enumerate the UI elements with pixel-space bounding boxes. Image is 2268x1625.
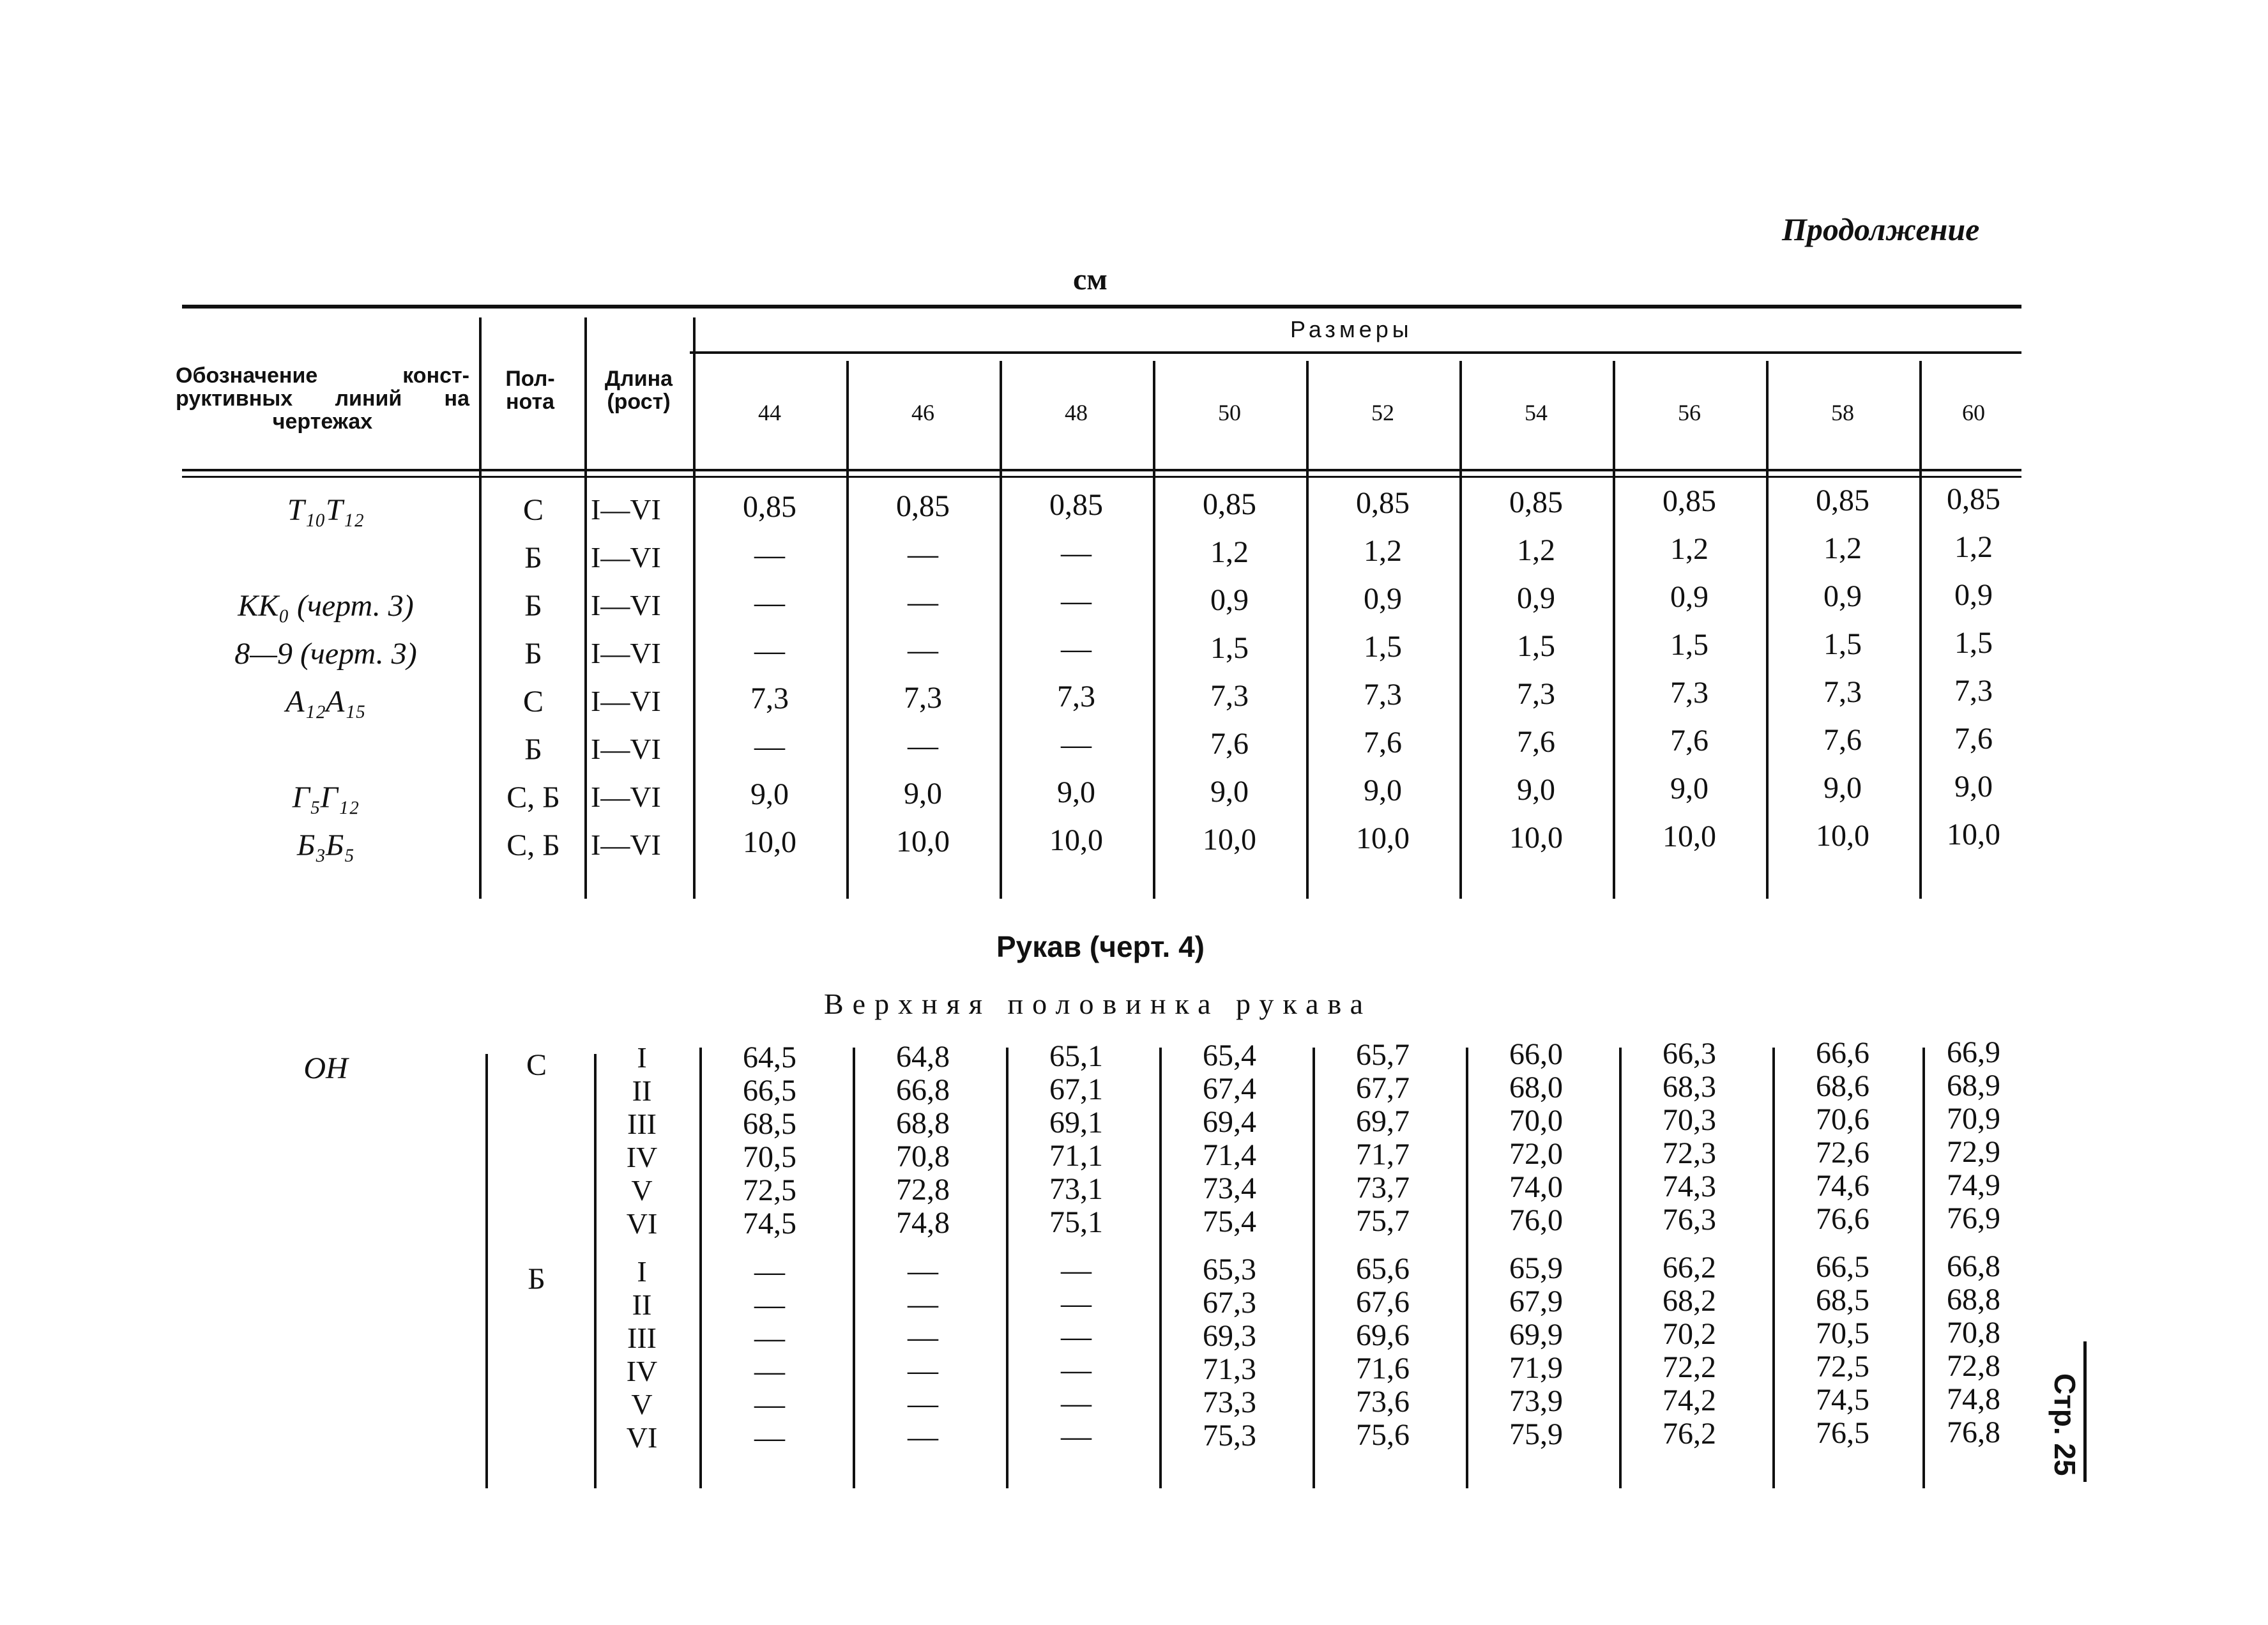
sleeve-value: 74,8 bbox=[896, 1206, 950, 1240]
size-label: 44 bbox=[758, 400, 781, 425]
column-divider bbox=[693, 317, 696, 899]
row-value: — bbox=[1061, 584, 1092, 618]
sleeve-value: 67,9 bbox=[1509, 1285, 1563, 1318]
sleeve-value: 68,8 bbox=[1947, 1283, 2000, 1316]
row-value: 7,6 bbox=[1954, 722, 1993, 756]
sleeve-value: 70,0 bbox=[1509, 1104, 1563, 1138]
sleeve-value: 73,4 bbox=[1203, 1171, 1256, 1205]
row-value: — bbox=[1061, 728, 1092, 761]
sleeve-value: 66,5 bbox=[1816, 1250, 1869, 1284]
row-designation: A₁₂A₁₅ bbox=[285, 685, 366, 719]
row-designation: Б₃Б₅ bbox=[297, 828, 354, 862]
row-value: 0,9 bbox=[1823, 579, 1862, 613]
sleeve-value: — bbox=[754, 1387, 785, 1421]
sleeve-value: 73,1 bbox=[1049, 1172, 1103, 1206]
column-divider bbox=[1306, 361, 1309, 899]
sleeve-fullness: Б bbox=[528, 1262, 545, 1296]
sleeve-value: — bbox=[908, 1420, 938, 1454]
sleeve-value: 73,3 bbox=[1203, 1385, 1256, 1419]
row-fullness: Б bbox=[524, 733, 542, 767]
row-value: — bbox=[754, 634, 785, 668]
column-divider bbox=[1159, 1048, 1162, 1488]
row-value: — bbox=[908, 584, 938, 619]
column-divider bbox=[1006, 1048, 1008, 1488]
sleeve-value: 72,0 bbox=[1509, 1137, 1563, 1171]
sleeve-value: 69,1 bbox=[1049, 1106, 1103, 1140]
sleeve-value: 72,3 bbox=[1663, 1136, 1716, 1170]
sleeve-value: 67,6 bbox=[1356, 1285, 1410, 1319]
length-header-line: (рост) bbox=[607, 390, 671, 414]
row-length: I—VI bbox=[591, 781, 661, 813]
sleeve-value: 70,6 bbox=[1816, 1102, 1869, 1136]
row-value: — bbox=[754, 729, 785, 763]
row-value: 0,85 bbox=[1947, 482, 2000, 516]
row-fullness: Б bbox=[524, 637, 542, 671]
sleeve-value: 69,9 bbox=[1509, 1318, 1563, 1352]
row-value: 0,85 bbox=[896, 489, 950, 523]
row-value: 7,6 bbox=[1364, 726, 1402, 759]
row-value: 10,0 bbox=[1509, 820, 1563, 855]
row-value: 0,85 bbox=[1203, 487, 1256, 521]
row-value: 7,3 bbox=[750, 682, 789, 715]
sleeve-value: 72,5 bbox=[1816, 1350, 1869, 1384]
row-value: 1,2 bbox=[1210, 535, 1249, 569]
sleeve-value: 67,4 bbox=[1203, 1072, 1256, 1106]
row-value: 10,0 bbox=[1663, 820, 1716, 853]
sleeve-value: 65,9 bbox=[1509, 1251, 1563, 1285]
sleeve-length: VI bbox=[626, 1421, 658, 1454]
sleeve-designation-text: ОН bbox=[303, 1051, 348, 1085]
row-value: 0,85 bbox=[1509, 485, 1563, 519]
row-value: 1,5 bbox=[1364, 630, 1402, 664]
sleeve-value: 66,8 bbox=[1947, 1249, 2000, 1283]
sleeve-value: 73,9 bbox=[1509, 1384, 1563, 1418]
sleeve-value: 72,8 bbox=[1947, 1349, 2000, 1383]
sleeve-subtitle: Верхняя половинка рукава bbox=[824, 988, 1373, 1020]
sleeve-value: — bbox=[754, 1354, 785, 1388]
size-label: 60 bbox=[1962, 400, 1985, 425]
row-length: I—VI bbox=[591, 493, 661, 526]
row-value: 7,3 bbox=[1364, 678, 1402, 712]
sleeve-value: 71,9 bbox=[1509, 1351, 1563, 1385]
sleeve-length: V bbox=[631, 1388, 653, 1421]
column-divider bbox=[1313, 1048, 1315, 1488]
sleeve-value: 70,8 bbox=[1947, 1316, 2000, 1350]
row-designation: T₁₀T₁₂ bbox=[287, 493, 365, 527]
row-value: 7,6 bbox=[1670, 724, 1709, 758]
row-fullness: С, Б bbox=[506, 781, 560, 814]
sleeve-length: II bbox=[632, 1288, 652, 1321]
row-value: 0,9 bbox=[1517, 581, 1555, 615]
sleeve-value: 76,3 bbox=[1663, 1203, 1716, 1237]
row-fullness: Б bbox=[524, 589, 542, 623]
sleeve-value: 70,8 bbox=[896, 1140, 950, 1173]
designation-header-line: руктивных линий на bbox=[176, 386, 469, 411]
row-value: 1,2 bbox=[1670, 532, 1709, 566]
row-value: 10,0 bbox=[1816, 818, 1869, 853]
row-value: — bbox=[908, 632, 938, 667]
row-value: 7,6 bbox=[1210, 726, 1249, 761]
sleeve-value: 67,7 bbox=[1356, 1071, 1410, 1105]
row-value: 9,0 bbox=[1057, 775, 1095, 809]
sleeve-value: 75,7 bbox=[1356, 1204, 1410, 1238]
sleeve-value: 72,2 bbox=[1663, 1350, 1716, 1384]
sleeve-value: 72,5 bbox=[743, 1173, 796, 1207]
sleeve-value: — bbox=[908, 1354, 938, 1387]
row-value: 1,5 bbox=[1823, 627, 1862, 661]
row-value: 0,85 bbox=[743, 490, 796, 524]
column-divider bbox=[1613, 361, 1615, 899]
sleeve-value: 73,6 bbox=[1356, 1385, 1410, 1419]
sleeve-title: Рукав (черт. 4) bbox=[996, 930, 1205, 963]
sleeve-value: 71,7 bbox=[1356, 1138, 1410, 1171]
row-value: — bbox=[908, 728, 938, 763]
sleeve-value: 74,6 bbox=[1816, 1169, 1869, 1203]
row-value: 0,9 bbox=[1954, 578, 1993, 612]
sleeve-value: 71,4 bbox=[1203, 1138, 1256, 1172]
sleeve-value: 68,5 bbox=[1816, 1283, 1869, 1317]
row-value: 7,3 bbox=[1210, 678, 1249, 713]
sleeve-value: — bbox=[908, 1287, 938, 1321]
size-label: 52 bbox=[1371, 400, 1394, 425]
sleeve-value: — bbox=[1061, 1286, 1092, 1320]
continuation-label: Продолжение bbox=[1782, 211, 1980, 247]
sleeve-value: 67,1 bbox=[1049, 1072, 1103, 1106]
column-divider bbox=[584, 317, 587, 899]
designation-header bbox=[176, 364, 469, 433]
row-value: 1,2 bbox=[1517, 533, 1555, 567]
sleeve-value: 65,7 bbox=[1356, 1038, 1410, 1072]
column-divider bbox=[594, 1054, 597, 1488]
sleeve-value: 64,8 bbox=[896, 1040, 950, 1074]
sleeve-value: — bbox=[754, 1255, 785, 1288]
sleeve-value: 76,0 bbox=[1509, 1203, 1563, 1237]
sleeve-value: 73,7 bbox=[1356, 1171, 1410, 1205]
row-value: 1,2 bbox=[1823, 531, 1862, 565]
row-value: 9,0 bbox=[1517, 772, 1555, 807]
sleeve-value: — bbox=[908, 1254, 938, 1288]
sleeve-value: 74,5 bbox=[1816, 1383, 1869, 1417]
row-value: 0,9 bbox=[1210, 583, 1249, 617]
sleeve-value: 66,0 bbox=[1509, 1037, 1563, 1071]
column-divider bbox=[1153, 361, 1155, 899]
row-fullness: С, Б bbox=[506, 828, 560, 862]
fullness-header bbox=[498, 367, 562, 413]
sleeve-designation bbox=[172, 1051, 479, 1086]
sleeve-length: I bbox=[637, 1041, 647, 1074]
row-value: 7,6 bbox=[1823, 722, 1862, 757]
sleeve-value: 75,3 bbox=[1203, 1419, 1256, 1453]
sleeve-value: 71,6 bbox=[1356, 1352, 1410, 1385]
sleeve-value: — bbox=[908, 1387, 938, 1421]
sleeve-length: II bbox=[632, 1074, 652, 1107]
column-divider bbox=[1459, 361, 1462, 899]
sleeve-value: 76,2 bbox=[1663, 1417, 1716, 1451]
sleeve-value: 64,5 bbox=[743, 1041, 796, 1074]
sleeve-value: — bbox=[1061, 1386, 1092, 1420]
sleeve-value: 67,3 bbox=[1203, 1286, 1256, 1320]
sleeve-value: 68,6 bbox=[1816, 1069, 1869, 1103]
sleeve-value: — bbox=[908, 1320, 938, 1354]
row-fullness: Б bbox=[524, 541, 542, 575]
row-designation: 8—9 (черт. 3) bbox=[234, 637, 417, 671]
sleeve-value: 65,1 bbox=[1049, 1039, 1103, 1073]
row-value: 7,3 bbox=[1517, 676, 1555, 711]
column-divider bbox=[479, 317, 482, 899]
sleeve-value: 68,8 bbox=[896, 1106, 950, 1140]
row-value: 9,0 bbox=[904, 776, 942, 811]
sleeve-value: 76,8 bbox=[1947, 1415, 2000, 1449]
sleeve-value: — bbox=[1061, 1353, 1092, 1387]
row-value: 7,3 bbox=[1823, 675, 1862, 709]
sleeve-value: 74,0 bbox=[1509, 1170, 1563, 1204]
row-value: 7,3 bbox=[1057, 680, 1095, 713]
row-value: 10,0 bbox=[1947, 818, 2000, 851]
row-value: 0,9 bbox=[1670, 580, 1709, 614]
size-label: 58 bbox=[1831, 400, 1854, 425]
sleeve-value: 70,5 bbox=[1816, 1316, 1869, 1350]
sleeve-value: 69,3 bbox=[1203, 1319, 1256, 1353]
sleeve-length: IV bbox=[626, 1355, 658, 1387]
row-value: 7,3 bbox=[904, 680, 942, 715]
sleeve-value: 71,3 bbox=[1203, 1352, 1256, 1386]
sleeve-value: 66,3 bbox=[1663, 1037, 1716, 1071]
column-divider bbox=[1772, 1048, 1775, 1488]
row-value: 10,0 bbox=[1203, 822, 1256, 857]
sleeve-value: 70,5 bbox=[743, 1140, 796, 1174]
sleeve-value: 75,4 bbox=[1203, 1205, 1256, 1239]
sleeve-value: — bbox=[1061, 1253, 1092, 1287]
column-divider bbox=[1000, 361, 1002, 899]
sleeve-value: 66,5 bbox=[743, 1074, 796, 1108]
row-value: 0,85 bbox=[1356, 486, 1410, 520]
row-value: 0,85 bbox=[1049, 488, 1103, 522]
sleeve-value: 72,9 bbox=[1947, 1135, 2000, 1169]
sleeve-value: 68,2 bbox=[1663, 1284, 1716, 1318]
row-value: 9,0 bbox=[1210, 774, 1249, 809]
sleeve-value: 68,5 bbox=[743, 1107, 796, 1141]
page-number-rule bbox=[2083, 1341, 2087, 1482]
row-length: I—VI bbox=[591, 541, 661, 574]
sleeve-value: 68,9 bbox=[1947, 1069, 2000, 1102]
sleeve-value: 69,7 bbox=[1356, 1104, 1410, 1138]
row-fullness: С bbox=[522, 493, 544, 527]
sleeve-value: 66,2 bbox=[1663, 1251, 1716, 1285]
top-rule bbox=[182, 305, 2021, 309]
designation-header-line: Обозначение конст- bbox=[176, 363, 469, 388]
sleeve-value: — bbox=[754, 1421, 785, 1454]
sleeve-value: 65,3 bbox=[1203, 1253, 1256, 1286]
column-divider bbox=[699, 1048, 702, 1488]
units-label: см bbox=[1073, 263, 1107, 296]
row-length: I—VI bbox=[591, 733, 661, 765]
row-value: 1,5 bbox=[1210, 630, 1249, 665]
column-divider bbox=[846, 361, 849, 899]
row-length: I—VI bbox=[591, 685, 661, 717]
sleeve-value: 66,9 bbox=[1947, 1035, 2000, 1069]
sleeve-length: IV bbox=[626, 1141, 658, 1173]
sleeve-length: V bbox=[631, 1174, 653, 1207]
sleeve-value: 74,3 bbox=[1663, 1170, 1716, 1203]
row-designation: Г₅Г₁₂ bbox=[292, 781, 360, 814]
sleeve-value: 70,9 bbox=[1947, 1102, 2000, 1136]
row-value: 9,0 bbox=[1954, 770, 1993, 804]
sleeve-value: 69,6 bbox=[1356, 1318, 1410, 1352]
row-value: — bbox=[908, 537, 938, 571]
sleeve-value: 74,2 bbox=[1663, 1384, 1716, 1417]
header-bottom-rule-1 bbox=[182, 469, 2021, 471]
sleeve-value: 68,3 bbox=[1663, 1070, 1716, 1104]
sleeve-length: III bbox=[627, 1322, 657, 1354]
sleeve-value: 65,6 bbox=[1356, 1252, 1410, 1286]
size-label: 54 bbox=[1525, 400, 1548, 425]
size-label: 48 bbox=[1065, 400, 1088, 425]
row-value: 7,3 bbox=[1670, 676, 1709, 710]
sleeve-value: 72,8 bbox=[896, 1173, 950, 1207]
fullness-header-line: нота bbox=[505, 390, 555, 414]
sleeve-length: VI bbox=[626, 1207, 658, 1240]
sleeve-value: 68,0 bbox=[1509, 1071, 1563, 1104]
column-divider bbox=[485, 1054, 488, 1488]
row-value: 10,0 bbox=[1356, 821, 1410, 855]
length-header-line: Длина bbox=[604, 367, 673, 391]
row-value: 0,9 bbox=[1364, 582, 1402, 616]
row-value: 0,85 bbox=[1816, 483, 1869, 517]
row-value: 1,5 bbox=[1954, 626, 1993, 660]
sleeve-fullness: С bbox=[526, 1048, 547, 1082]
sleeve-value: 76,6 bbox=[1816, 1202, 1869, 1236]
fullness-header-line: Пол- bbox=[505, 367, 555, 391]
column-divider bbox=[1766, 361, 1769, 899]
column-divider bbox=[1619, 1048, 1622, 1488]
sleeve-value: 66,6 bbox=[1816, 1036, 1869, 1070]
sleeve-value: 74,5 bbox=[743, 1207, 796, 1240]
size-label: 56 bbox=[1678, 400, 1701, 425]
size-label: 46 bbox=[911, 400, 934, 425]
row-value: 9,0 bbox=[1364, 774, 1402, 807]
row-length: I—VI bbox=[591, 828, 661, 861]
row-value: 9,0 bbox=[750, 777, 789, 811]
sizes-rule bbox=[690, 351, 2021, 354]
row-value: 1,2 bbox=[1364, 534, 1402, 568]
sleeve-value: 70,3 bbox=[1663, 1103, 1716, 1137]
sleeve-value: 74,9 bbox=[1947, 1168, 2000, 1202]
sleeve-value: — bbox=[1061, 1419, 1092, 1453]
row-value: 9,0 bbox=[1670, 772, 1709, 805]
sleeve-value: 71,1 bbox=[1049, 1139, 1103, 1173]
row-value: 10,0 bbox=[896, 824, 950, 858]
sleeve-value: 75,6 bbox=[1356, 1418, 1410, 1452]
sleeve-value: 76,9 bbox=[1947, 1202, 2000, 1235]
row-value: 1,5 bbox=[1517, 629, 1555, 663]
row-value: 7,6 bbox=[1517, 724, 1555, 759]
row-value: 1,5 bbox=[1670, 628, 1709, 662]
sleeve-value: — bbox=[754, 1321, 785, 1355]
row-length: I—VI bbox=[591, 637, 661, 669]
sleeve-value: 74,8 bbox=[1947, 1382, 2000, 1416]
row-value: — bbox=[754, 538, 785, 572]
column-divider bbox=[1466, 1048, 1468, 1488]
sleeve-value: 66,8 bbox=[896, 1073, 950, 1107]
sleeve-value: 70,2 bbox=[1663, 1317, 1716, 1351]
sizes-title: Размеры bbox=[1290, 316, 1413, 342]
size-label: 50 bbox=[1218, 400, 1241, 425]
row-fullness: С bbox=[522, 685, 544, 719]
row-value: — bbox=[754, 586, 785, 620]
row-value: 10,0 bbox=[743, 825, 796, 859]
row-value: 9,0 bbox=[1823, 770, 1862, 805]
sleeve-length: III bbox=[627, 1108, 657, 1140]
row-value: 10,0 bbox=[1049, 823, 1103, 857]
row-designation: KK₀ (черт. 3) bbox=[238, 589, 414, 623]
designation-header-line: чертежах bbox=[272, 409, 373, 434]
sleeve-value: 76,5 bbox=[1816, 1416, 1869, 1450]
sleeve-value: 69,4 bbox=[1203, 1105, 1256, 1139]
sleeve-value: — bbox=[754, 1288, 785, 1322]
sleeve-value: 72,6 bbox=[1816, 1136, 1869, 1170]
page-number: Стр. 25 bbox=[2048, 1373, 2082, 1476]
row-value: 0,85 bbox=[1663, 484, 1716, 518]
row-value: 1,2 bbox=[1954, 530, 1993, 564]
sleeve-length: I bbox=[637, 1255, 647, 1288]
row-value: — bbox=[1061, 536, 1092, 570]
row-value: 7,3 bbox=[1954, 674, 1993, 708]
sleeve-value: 75,9 bbox=[1509, 1417, 1563, 1451]
sleeve-value: 75,1 bbox=[1049, 1205, 1103, 1239]
length-header bbox=[591, 367, 687, 413]
row-length: I—VI bbox=[591, 589, 661, 622]
sleeve-value: 65,4 bbox=[1203, 1039, 1256, 1072]
row-value: — bbox=[1061, 632, 1092, 666]
column-divider bbox=[853, 1048, 855, 1488]
sleeve-value: — bbox=[1061, 1320, 1092, 1354]
